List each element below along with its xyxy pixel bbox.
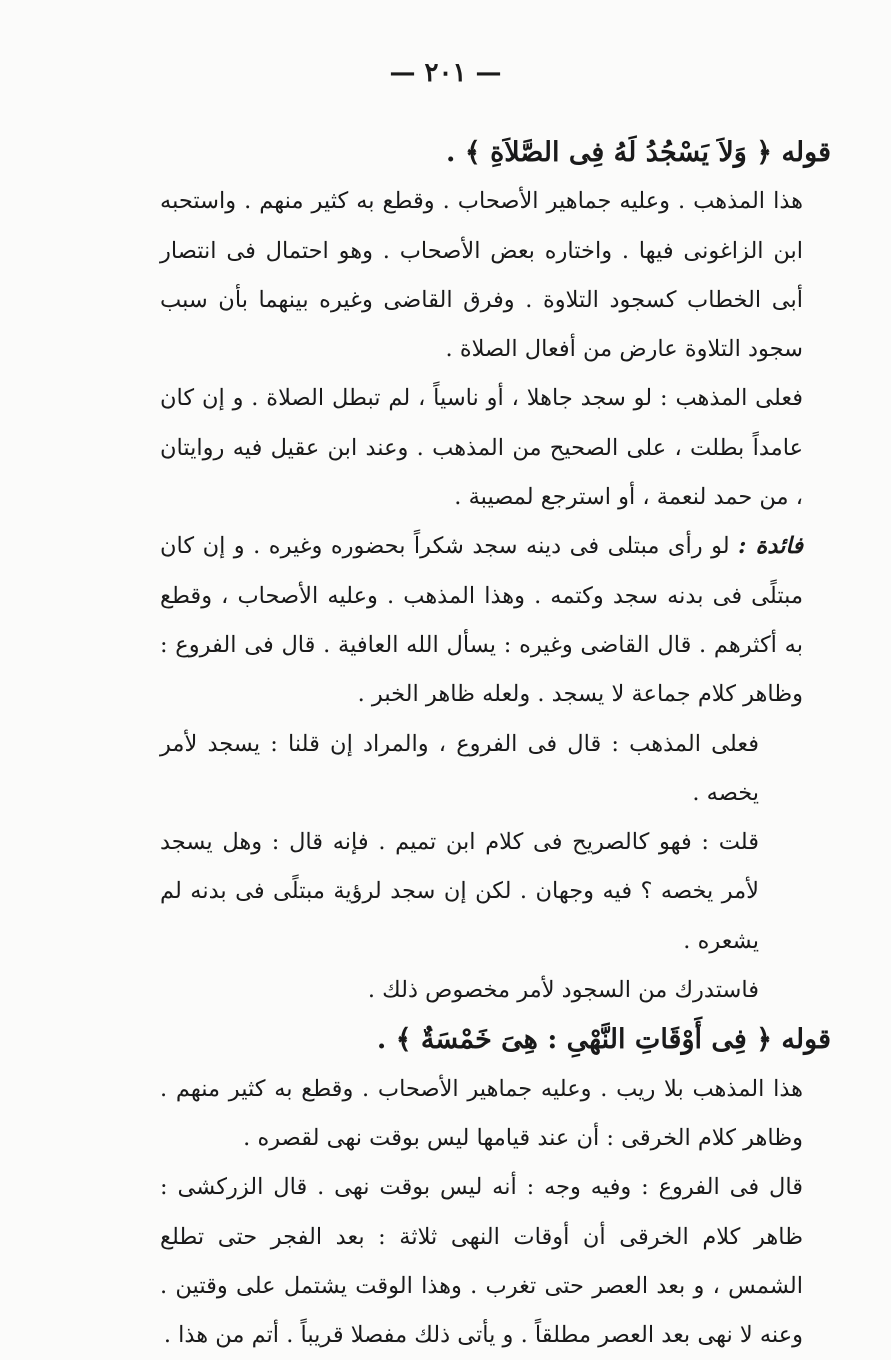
paragraph: فاستدرك من السجود لأمر مخصوص ذلك .	[367, 977, 759, 1004]
note-label: فائدة :	[738, 533, 803, 560]
section-heading: قوله ﴿ فِى أَوْقَاتِ النَّهْىِ : هِىَ خَمْسَةٌ ﴾ .	[376, 1024, 831, 1056]
paragraph: قال فى الفروع : وفيه وجه : أنه ليس بوقت نهى . قال الزركشى : ظاهر كلام الخرقى أن أوقات النهى ثلاثة : بعد الفجر حتى تطلع الشمس ، و بعد العصر حتى تغرب . وهذا الوقت يشتمل على وقتين . وعنه لا نهى بعد العصر مطلقاً . و يأتى ذلك مفصلا قريباً . أتم من هذا .	[160, 1174, 803, 1349]
paragraph: فعلى المذهب : لو سجد جاهلا ، أو ناسياً ، لم تبطل الصلاة . و إن كان عامداً بطلت ، على الصحيح من المذهب . وعند ابن عقيل فيه روايتان ، من حمد لنعمة ، أو استرجع لمصيبة .	[160, 385, 803, 511]
paragraph-text: لو رأى مبتلى فى دينه سجد شكراً بحضوره وغيره . و إن كان مبتلًى فى بدنه سجد وكتمه . وهذا المذهب . وعليه الأصحاب ، وقطع به أكثرهم . قال القاضى وغيره : يسأل الله العافية . قال فى الفروع : وظاهر كلام جماعة لا يسجد . ولعله ظاهر الخبر .	[160, 533, 803, 708]
page-number: — ٢٠١ —	[389, 58, 502, 88]
paragraph: هذا المذهب . وعليه جماهير الأصحاب . وقطع به كثير منهم . واستحبه ابن الزاغونى فيها . واختاره بعض الأصحاب . وهو احتمال فى انتصار أبى الخطاب كسجود التلاوة . وفرق القاضى وغيره بينهما بأن سبب سجود التلاوة عارض من أفعال الصلاة .	[160, 188, 803, 363]
section-heading: قوله ﴿ وَلاَ يَسْجُدُ لَهُ فِى الصَّلاَةِ ﴾ .	[446, 137, 831, 168]
paragraph: قلت : فهو كالصريح فى كلام ابن تميم . فإنه قال : وهل يسجد لأمر يخصه ؟ فيه وجهان . لكن إن سجد لرؤية مبتلًى فى بدنه لم يشعره .	[160, 829, 759, 954]
body-text	[160, 128, 831, 1360]
paragraph-with-label	[160, 522, 831, 719]
paragraph: هذا المذهب بلا ريب . وعليه جماهير الأصحاب . وقطع به كثير منهم . وظاهر كلام الخرقى : أن عند قيامها ليس بوقت نهى لقصره .	[160, 1075, 803, 1151]
paragraph: فعلى المذهب : قال فى الفروع ، والمراد إن قلنا : يسجد لأمر يخصه .	[160, 730, 759, 806]
